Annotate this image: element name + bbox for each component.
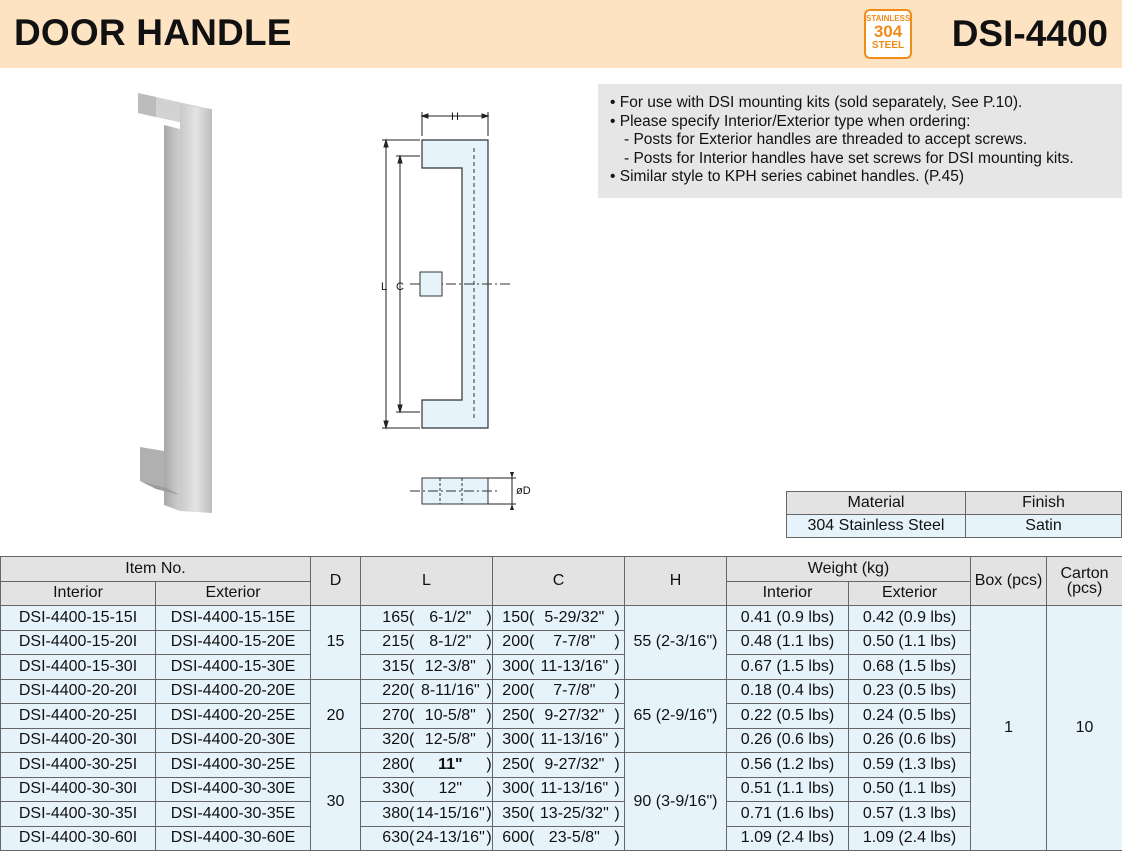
box-header: Box (pcs) (971, 557, 1047, 606)
exterior-item-no: DSI-4400-30-25E (156, 753, 311, 778)
c-inch: 11-13/16" (534, 780, 614, 798)
badge-line1: STAINLESS (866, 14, 910, 23)
l-value: 280( 11" ) (361, 753, 493, 778)
table-row (1, 753, 1122, 778)
table-row (1, 679, 1122, 704)
carton-header: Carton (pcs) (1047, 557, 1122, 606)
table-row (1, 777, 1122, 802)
c-inch: 11-13/16" (534, 731, 614, 749)
exterior-item-no: DSI-4400-30-60E (156, 826, 311, 851)
c-mm: 200 (501, 682, 529, 700)
note-line: - Posts for Interior handles have set screws for DSI mounting kits. (610, 150, 1122, 169)
note-line: • For use with DSI mounting kits (sold separately, See P.10). (610, 94, 1122, 113)
weight-interior: 0.56 (1.2 lbs) (727, 753, 849, 778)
dim-label-d: øD (516, 485, 531, 497)
c-inch: 9-27/32" (534, 707, 614, 725)
l-inch: 8-1/2" (414, 633, 486, 651)
d-value: 20 (311, 679, 361, 753)
weight-exterior: 0.57 (1.3 lbs) (849, 802, 971, 827)
table-row (1, 630, 1122, 655)
door-handle-photo (120, 85, 230, 515)
weight-exterior: 0.26 (0.6 lbs) (849, 728, 971, 753)
c-value: 250( 9-27/32" ) (493, 753, 625, 778)
l-inch: 6-1/2" (414, 609, 486, 627)
exterior-header: Exterior (156, 581, 311, 606)
c-value: 300( 11-13/16" ) (493, 777, 625, 802)
spec-table (0, 556, 1122, 851)
c-value: 150( 5-29/32" ) (493, 606, 625, 631)
weight-exterior: 0.59 (1.3 lbs) (849, 753, 971, 778)
l-mm: 165 (369, 609, 409, 627)
weight-interior: 1.09 (2.4 lbs) (727, 826, 849, 851)
dim-label-h: H (451, 111, 459, 123)
c-inch: 13-25/32" (534, 805, 614, 823)
interior-item-no: DSI-4400-30-35I (1, 802, 156, 827)
c-inch: 7-7/8" (534, 682, 614, 700)
exterior-item-no: DSI-4400-15-20E (156, 630, 311, 655)
exterior-item-no: DSI-4400-30-30E (156, 777, 311, 802)
stainless-304-badge (864, 9, 912, 59)
l-inch: 12" (414, 780, 486, 798)
table-row (1, 606, 1122, 631)
c-inch: 11-13/16" (534, 658, 614, 676)
c-inch: 9-27/32" (534, 756, 614, 774)
l-inch: 12-3/8" (414, 658, 486, 676)
h-value: 55 (2-3/16") (625, 606, 727, 680)
interior-item-no: DSI-4400-15-15I (1, 606, 156, 631)
c-inch: 23-5/8" (534, 829, 614, 847)
interior-item-no: DSI-4400-20-25I (1, 704, 156, 729)
exterior-item-no: DSI-4400-30-35E (156, 802, 311, 827)
note-line: • Similar style to KPH series cabinet handles. (P.45) (610, 168, 1122, 187)
interior-item-no: DSI-4400-30-60I (1, 826, 156, 851)
dim-label-c: C (396, 281, 404, 293)
c-mm: 150 (501, 609, 529, 627)
interior-item-no: DSI-4400-20-30I (1, 728, 156, 753)
weight-header: Weight (kg) (727, 557, 971, 582)
dim-label-l: L (381, 281, 387, 293)
page-header (0, 0, 1122, 68)
material-table-header (787, 492, 1122, 515)
weight-exterior: 1.09 (2.4 lbs) (849, 826, 971, 851)
l-mm: 315 (369, 658, 409, 676)
h-value: 90 (3-9/16") (625, 753, 727, 851)
material-value: 304 Stainless Steel (787, 515, 966, 538)
l-value: 270( 10-5/8" ) (361, 704, 493, 729)
weight-interior: 0.18 (0.4 lbs) (727, 679, 849, 704)
c-mm: 350 (501, 805, 529, 823)
exterior-item-no: DSI-4400-15-15E (156, 606, 311, 631)
l-value: 320( 12-5/8" ) (361, 728, 493, 753)
l-mm: 630 (369, 829, 409, 847)
weight-interior: 0.48 (1.1 lbs) (727, 630, 849, 655)
table-row (1, 802, 1122, 827)
weight-interior: 0.26 (0.6 lbs) (727, 728, 849, 753)
weight-interior: 0.71 (1.6 lbs) (727, 802, 849, 827)
c-mm: 300 (501, 658, 529, 676)
c-value: 200( 7-7/8" ) (493, 679, 625, 704)
d-value: 30 (311, 753, 361, 851)
d-value: 15 (311, 606, 361, 680)
material-table-row (787, 515, 1122, 538)
weight-exterior: 0.50 (1.1 lbs) (849, 630, 971, 655)
l-inch: 11" (414, 756, 486, 774)
c-mm: 600 (501, 829, 529, 847)
weight-exterior: 0.23 (0.5 lbs) (849, 679, 971, 704)
weight-interior: 0.22 (0.5 lbs) (727, 704, 849, 729)
c-value: 600( 23-5/8" ) (493, 826, 625, 851)
finish-header: Finish (966, 492, 1122, 515)
l-value: 380(14-15/16") (361, 802, 493, 827)
h-value: 65 (2-9/16") (625, 679, 727, 753)
c-mm: 300 (501, 780, 529, 798)
c-value: 200( 7-7/8" ) (493, 630, 625, 655)
weight-exterior: 0.68 (1.5 lbs) (849, 655, 971, 680)
c-value: 300( 11-13/16" ) (493, 728, 625, 753)
interior-item-no: DSI-4400-20-20I (1, 679, 156, 704)
interior-item-no: DSI-4400-30-25I (1, 753, 156, 778)
l-inch: 12-5/8" (414, 731, 486, 749)
h-header: H (625, 557, 727, 606)
item-no-header: Item No. (1, 557, 311, 582)
weight-interior: 0.41 (0.9 lbs) (727, 606, 849, 631)
c-header: C (493, 557, 625, 606)
l-value: 630(24-13/16") (361, 826, 493, 851)
box-qty: 1 (971, 606, 1047, 851)
carton-qty: 10 (1047, 606, 1122, 851)
weight-exterior-header: Exterior (849, 581, 971, 606)
note-line: - Posts for Exterior handles are threaded to accept screws. (610, 131, 1122, 150)
l-value: 315( 12-3/8" ) (361, 655, 493, 680)
page-title: DOOR HANDLE (14, 12, 292, 54)
model-number: DSI-4400 (952, 13, 1108, 55)
note-line: • Please specify Interior/Exterior type when ordering: (610, 113, 1122, 132)
l-mm: 280 (369, 756, 409, 774)
l-value: 215( 8-1/2" ) (361, 630, 493, 655)
l-mm: 220 (369, 682, 409, 700)
material-header: Material (787, 492, 966, 515)
table-row (1, 655, 1122, 680)
l-value: 330( 12" ) (361, 777, 493, 802)
c-value: 350( 13-25/32" ) (493, 802, 625, 827)
material-finish-table (786, 491, 1122, 538)
l-value: 220( 8-11/16" ) (361, 679, 493, 704)
l-header: L (361, 557, 493, 606)
c-mm: 200 (501, 633, 529, 651)
table-row (1, 728, 1122, 753)
c-inch: 5-29/32" (534, 609, 614, 627)
exterior-item-no: DSI-4400-20-30E (156, 728, 311, 753)
table-row (1, 826, 1122, 851)
l-value: 165( 6-1/2" ) (361, 606, 493, 631)
table-row (1, 704, 1122, 729)
interior-header: Interior (1, 581, 156, 606)
l-mm: 320 (369, 731, 409, 749)
l-inch: 24-13/16" (414, 829, 486, 847)
interior-item-no: DSI-4400-15-30I (1, 655, 156, 680)
weight-exterior: 0.50 (1.1 lbs) (849, 777, 971, 802)
c-value: 300( 11-13/16" ) (493, 655, 625, 680)
c-mm: 300 (501, 731, 529, 749)
handle-dimension-drawing (370, 100, 550, 520)
l-inch: 10-5/8" (414, 707, 486, 725)
interior-item-no: DSI-4400-15-20I (1, 630, 156, 655)
interior-item-no: DSI-4400-30-30I (1, 777, 156, 802)
l-inch: 8-11/16" (414, 682, 486, 700)
exterior-item-no: DSI-4400-20-25E (156, 704, 311, 729)
weight-interior: 0.67 (1.5 lbs) (727, 655, 849, 680)
exterior-item-no: DSI-4400-15-30E (156, 655, 311, 680)
weight-exterior: 0.24 (0.5 lbs) (849, 704, 971, 729)
spec-table-body (1, 606, 1122, 851)
weight-exterior: 0.42 (0.9 lbs) (849, 606, 971, 631)
l-mm: 215 (369, 633, 409, 651)
l-mm: 330 (369, 780, 409, 798)
l-mm: 270 (369, 707, 409, 725)
weight-interior: 0.51 (1.1 lbs) (727, 777, 849, 802)
finish-value: Satin (966, 515, 1122, 538)
l-mm: 380 (369, 805, 409, 823)
badge-line2: 304 (866, 23, 910, 40)
exterior-item-no: DSI-4400-20-20E (156, 679, 311, 704)
c-mm: 250 (501, 707, 529, 725)
d-header: D (311, 557, 361, 606)
c-inch: 7-7/8" (534, 633, 614, 651)
c-mm: 250 (501, 756, 529, 774)
product-notes (598, 84, 1122, 198)
l-inch: 14-15/16" (414, 805, 486, 823)
badge-line3: STEEL (866, 40, 910, 51)
c-value: 250( 9-27/32" ) (493, 704, 625, 729)
weight-interior-header: Interior (727, 581, 849, 606)
